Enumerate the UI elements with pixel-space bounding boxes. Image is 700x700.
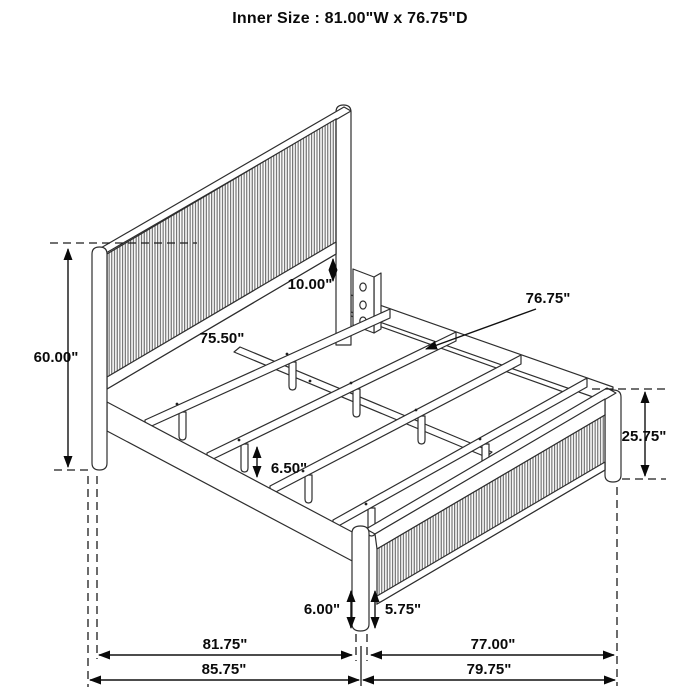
screw-dot <box>350 382 353 385</box>
bracket-hole <box>360 301 366 309</box>
label-span-77-00: 77.00" <box>470 636 516 653</box>
screw-dot <box>238 439 241 442</box>
slat-leg <box>305 475 312 503</box>
screw-dot <box>365 503 368 506</box>
slat-leg <box>353 389 360 417</box>
slat-leg <box>418 416 425 444</box>
label-slat-width: 75.50" <box>199 330 245 347</box>
screw-dot <box>309 380 312 383</box>
screw-dot <box>479 438 482 441</box>
slat-leg <box>241 444 248 472</box>
label-span-81-75: 81.75" <box>202 636 248 653</box>
footboard-far-post <box>605 390 621 482</box>
side-rail-far-ledge <box>351 316 572 395</box>
screw-dot <box>286 353 289 356</box>
bed-frame-drawing <box>92 105 621 631</box>
label-footboard-clearance: 5.75" <box>384 601 422 618</box>
screw-dot <box>176 403 179 406</box>
label-slat-leg-height: 6.50" <box>270 460 308 477</box>
slat-leg <box>289 362 296 390</box>
screw-dot <box>415 409 418 412</box>
headboard-left-post <box>92 247 107 470</box>
label-inner-depth: 76.75" <box>525 290 571 307</box>
label-headboard-height: 60.00" <box>33 349 79 366</box>
footboard-near-post <box>352 526 369 631</box>
slat-leg <box>179 412 186 440</box>
side-rail-near <box>107 402 356 563</box>
label-span-79-75: 79.75" <box>466 661 512 678</box>
label-panel-gap: 10.00" <box>287 276 333 293</box>
headboard-right-post <box>336 105 351 345</box>
label-span-85-75: 85.75" <box>201 661 247 678</box>
label-rail-clearance: 6.00" <box>303 601 341 618</box>
page-title: Inner Size : 81.00"W x 76.75"D <box>232 10 468 27</box>
label-footboard-height: 25.75" <box>621 428 667 445</box>
bracket-hole <box>360 283 366 291</box>
